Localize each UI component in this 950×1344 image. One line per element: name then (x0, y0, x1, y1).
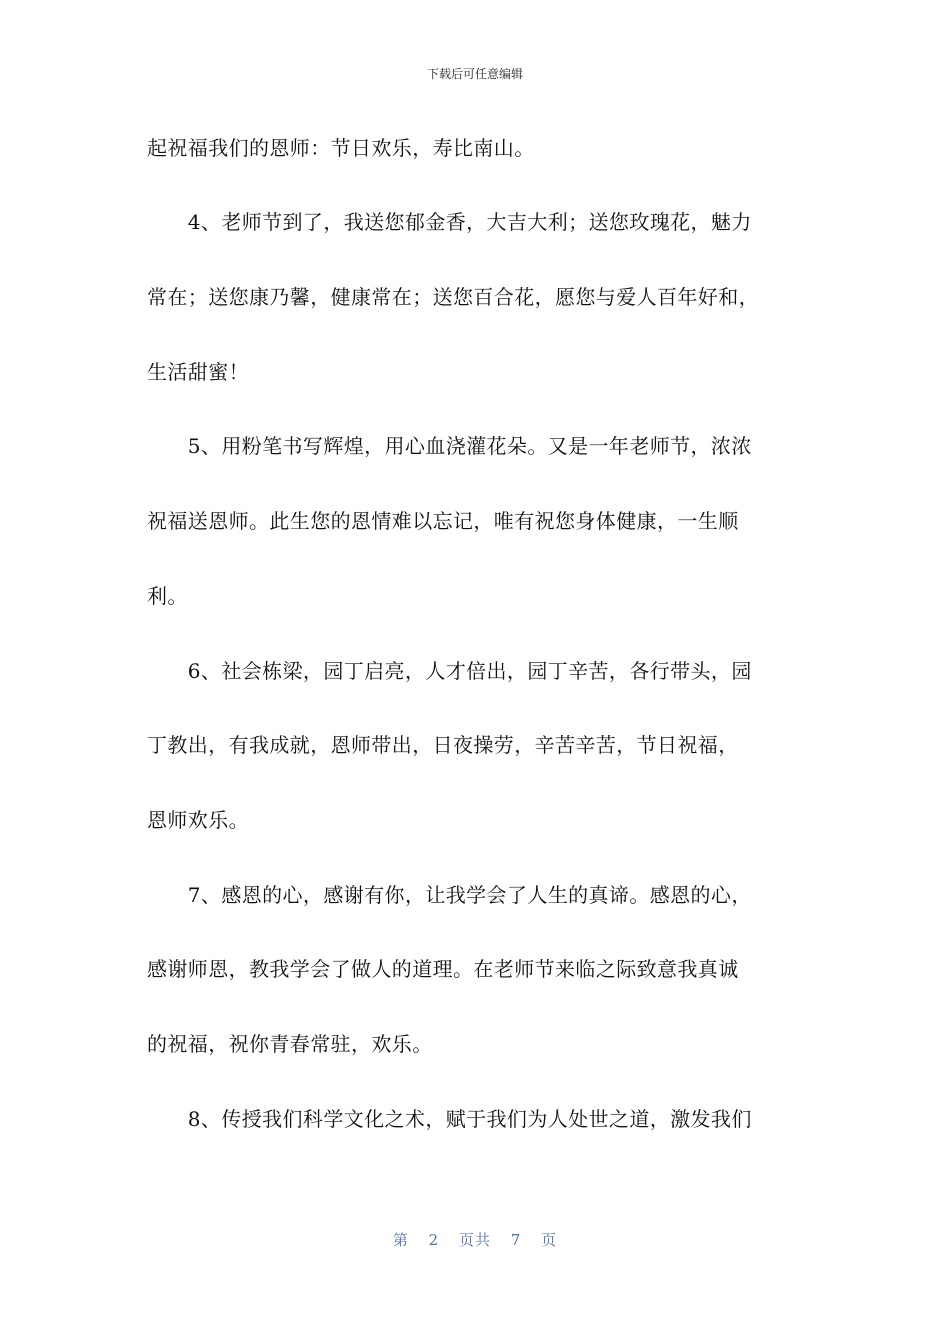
text-line: 恩师欢乐。 (147, 808, 249, 832)
text-line: 祝福送恩师。此生您的恩情难以忘记，唯有祝您身体健康，一生顺 (147, 509, 739, 533)
text-line: 利。 (147, 584, 188, 608)
page-header: 下载后可任意编辑 (426, 67, 523, 81)
text-line: 常在；送您康乃馨，健康常在；送您百合花，愿您与爱人百年好和， (147, 285, 759, 309)
text-line: 感谢师恩，教我学会了做人的道理。在老师节来临之际致意我真诚 (147, 957, 739, 981)
text-line: 7、感恩的心，感谢有你，让我学会了人生的真谛。感恩的心， (147, 883, 752, 907)
text-line: 4、老师节到了，我送您郁金香，大吉大利；送您玫瑰花，魅力 (147, 210, 752, 234)
text-line: 6、社会栋梁，园丁启亮，人才倍出，园丁辛苦，各行带头，园 (147, 659, 752, 683)
text-line: 5、用粉笔书写辉煌，用心血浇灌花朵。又是一年老师节，浓浓 (147, 434, 752, 458)
text-line: 生活甜蜜！ (147, 360, 249, 384)
page-footer: 第 2 页共 7 页 (392, 1231, 558, 1249)
text-line: 起祝福我们的恩师：节日欢乐，寿比南山。 (147, 136, 535, 160)
text-line: 的祝福，祝你青春常驻，欢乐。 (147, 1032, 433, 1056)
text-line: 丁教出，有我成就，恩师带出，日夜操劳，辛苦辛苦，节日祝福， (147, 733, 739, 757)
text-line: 8、传授我们科学文化之术，赋于我们为人处世之道，激发我们 (147, 1107, 752, 1131)
